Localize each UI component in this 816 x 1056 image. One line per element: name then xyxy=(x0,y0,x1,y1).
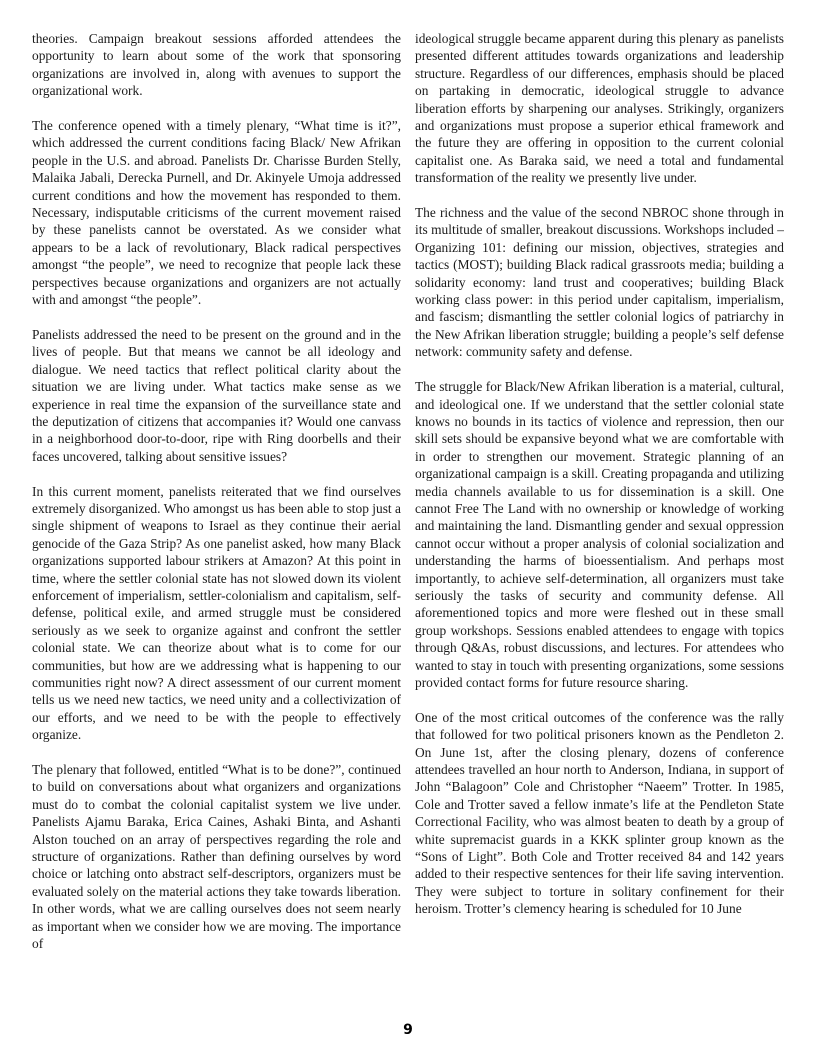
text-columns xyxy=(32,30,784,1018)
paragraph: ideological struggle became apparent during this plenary as panelists presented different attitudes towards organizations and leadership structure. Regardless of our differences, emphasis should be placed on partaking in democratic, ideological struggle to advance liberation efforts by sharpening our analyses. Strikingly, organizers and organizations must propose a superior ethical framework and the future they are offering in opposition to the current colonial capitalist one. As Baraka said, we need a total and fundamental transformation of the reality we presently live under. xyxy=(415,31,784,186)
left-column xyxy=(32,30,401,1018)
paragraph: In this current moment, panelists reiterated that we find ourselves extremely disorganized. Who amongst us has been able to stop just a single shipment of weapons to Israel as they continue their aerial genocide of the Gaza Strip? As one panelist asked, how many Black organizations supported labour strikers at Amazon? At this point in time, where the settler colonial state has not slowed down its violent enforcement of imperialism, settler-colonialism and capitalism, self-defense, political exile, and armed struggle must be considered seriously as we seek to organize against and confront the settler colonial state. We can theorize about what is to come for our communities, but how are we addressing what is happening to our communities right now? A direct assessment of our current moment tells us we need new tactics, we need unity and a collectivization of our efforts, and we need to be with the people to effectively organize. xyxy=(32,483,401,743)
paragraph: One of the most critical outcomes of the conference was the rally that followed for two political prisoners known as the Pendleton 2. On June 1st, after the closing plenary, dozens of conference attendees travelled an hour north to Anderson, Indiana, in support of John “Balagoon” Cole and Christopher “Naeem” Trotter. In 1985, Cole and Trotter saved a fellow inmate’s life at the Pendleton State Correctional Facility, who was almost beaten to death by a group of white supremacist guards in a KKK splinter group known as the “Sons of Light”. Both Cole and Trotter received 84 and 142 years added to their respective sentences for their life saving intervention. They were subject to torture in solitary confinement for their heroism. Trotter’s clemency hearing is scheduled for 10 June xyxy=(415,709,784,917)
page-number: 9 xyxy=(403,1022,413,1038)
paragraph: Panelists addressed the need to be present on the ground and in the lives of people. But that means we cannot be all ideology and dialogue. We need tactics that reflect political clarity about the situation we are living under. What tactics make sense as we experience in real time the expansion of the surveillance state and the deputization of citizens that accompanies it? Would one canvass in a neighborhood door-to-door, ripe with Ring doorbells and their faces uncovered, talking about sensitive issues? xyxy=(32,326,401,464)
paragraph: The struggle for Black/New Afrikan liberation is a material, cultural, and ideological one. If we understand that the settler colonial state knows no bounds in its tactics of violence and repression, then our skill sets should be expansive beyond what we are comfortable with in order to strengthen our movement. Strategic planning of an organizational campaign is a skill. Creating propaganda and utilizing media channels available to us for dissemination is a skill. One cannot Free The Land with no ownership or knowledge of working and maintaining the land. Dismantling gender and sexual oppression cannot occur without a proper analysis of colonial socialization and understanding the harms of bioessentialism. And perhaps most importantly, to achieve self-determination, all organizers must take seriously the tasks of security and community defense. All aforementioned topics and more were fleshed out in these small group workshops. Sessions enabled attendees to engage with topics through Q&As, robust discussions, and lectures. For attendees who wanted to stay in touch with presenting organizations, some sessions provided contact forms for future resource sharing. xyxy=(415,379,784,690)
right-column xyxy=(415,30,784,1018)
paragraph: The conference opened with a timely plenary, “What time is it?”, which addressed the current conditions facing Black/ New Afrikan people in the U.S. and abroad. Panelists Dr. Charisse Burden Stelly, Malaika Jabali, Derecka Purnell, and Dr. Akinyele Umoja addressed current conditions and how the movement has responded to them. Necessary, indisputable criticisms of the current movement raised by these panelists cannot be overstated. As we consider what appears to be a lack of revolutionary, Black radical perspectives amongst “the people”, we need to recognize that people lack these perspectives because organizations and organizers are not actually with and amongst “the people”. xyxy=(32,118,401,308)
paragraph: theories. Campaign breakout sessions afforded attendees the opportunity to learn about some of the work that sponsoring organizations are involved in, along with avenues to support the organizational work. xyxy=(32,31,401,99)
paragraph: The plenary that followed, entitled “What is to be done?”, continued to build on conversations about what organizers and organizations must do to combat the colonial capitalist system we live under. Panelists Ajamu Baraka, Erica Caines, Ashaki Binta, and Ashanti Alston touched on an array of perspectives regarding the role and structure of organizations. Rather than defining ourselves by word choice or latching onto abstract self-descriptors, organizers must be evaluated solely on the material actions they take towards liberation. In other words, what we are calling ourselves does not seem nearly as important when we consider how we are moving. The importance of xyxy=(32,762,401,952)
paragraph: The richness and the value of the second NBROC shone through in its multitude of smaller, breakout discussions. Workshops included – Organizing 101: defining our mission, objectives, strategies and tactics (MOST); building Black radical grassroots media; building a solidarity economy: land trust and cooperatives; building Black working class power: in this period under capitalism, imperialism, and fascism; dismantling the settler colonial logics of patriarchy in the New Afrikan liberation struggle; building a people’s self defense network: community safety and defense. xyxy=(415,205,784,360)
